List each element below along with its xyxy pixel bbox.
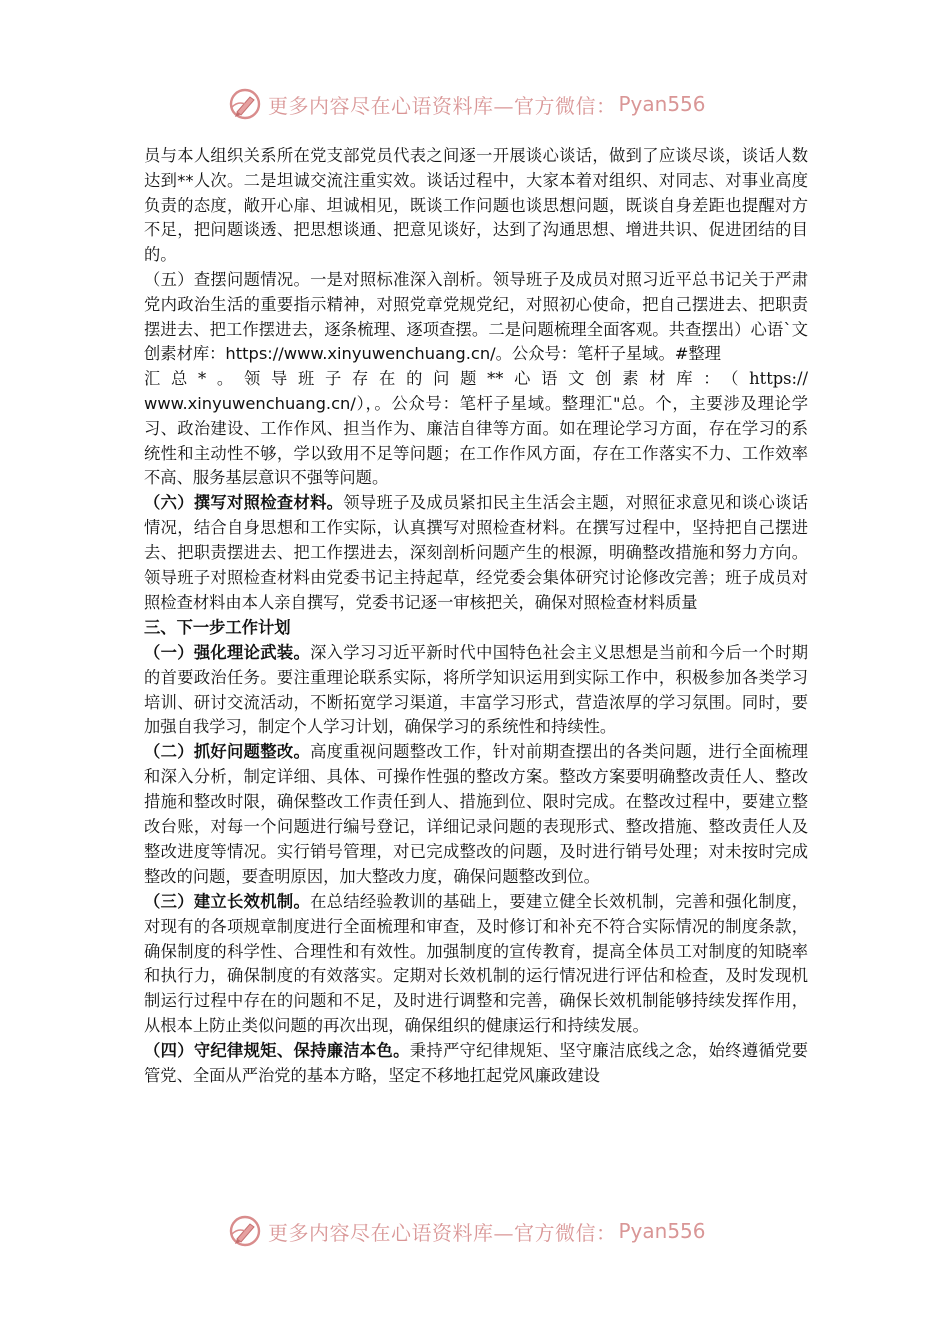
paragraph-materials-text: 领导班子及成员紧扣民主生活会主题，对照征求意见和谈心谈话情况，结合自身思想和工作实际，认真撰写对照检查材料。在撰写过程中，坚持把自己摆进去、把职责摆进去、把工作摆进去，深刻剖析问题产生的根源，明确整改措施和努力方向。领导班子对照检查材料由党委书记主持起草，经党委会集体研究讨论修改完善；班子成员对照检查材料由本人亲自撰写，党委书记逐一审核把关，确保对照检查材料质量 — [144, 493, 808, 612]
paragraph-rectification — [144, 740, 808, 889]
paragraph-theory-heading: （一）强化理论武装。 — [144, 642, 311, 662]
watermark-wechat-id: Pyan556 — [618, 92, 706, 116]
section-title: 三、下一步工作计划 — [144, 617, 291, 637]
paragraph-problems-spaced-line: 汇总*。领导班子存在的问题**心语文创素材库：（https:// — [144, 369, 808, 389]
paragraph-problems-tail: www.xinyuwenchuang.cn/），。公众号：笔杆子星域。整理汇"总。个，主要涉及理论学习、政治建设、工作作风、担当作为、廉洁自律等方面。如在理论学习方面，存在学习的系统性和主动性不够，学以致用不足等问题；在工作作风方面，存在工作落实不力、工作效率不高、服务基层意识不强等问题。 — [144, 394, 808, 488]
paragraph-rectification-text: 高度重视问题整改工作，针对前期查摆出的各类问题，进行全面梳理和深入分析，制定详细、具体、可操作性强的整改方案。整改方案要明确整改责任人、整改措施和整改时限，确保整改工作责任到人、措施到位、限时完成。在整改过程中，要建立整改台账，对每一个问题进行编号登记，详细记录问题的表现形式、整改措施、整改责任人及整改进度等情况。实行销号管理，对已完成整改的问题，及时进行销号处理；对未按时完成整改的问题，要查明原因，加大整改力度，确保问题整改到位。 — [144, 742, 808, 886]
pen-logo-icon — [228, 1214, 262, 1248]
watermark-wechat-id: Pyan556 — [618, 1219, 706, 1243]
paragraph-problems: （五）查摆问题情况。一是对照标准深入剖析。领导班子及成员对照习近平总书记关于严肃党内政治生活的重要指示精神，对照党章党规党纪，对照初心使命，把自己摆进去、把职责摆进去、把工作摆进去，逐条梳理、逐项查摆。二是问题梳理全面客观。共查摆出）心语`文创素材库：https://www.xinyuwenchuang.cn/。公众号：笔杆子星域。#整理 — [144, 269, 808, 364]
paragraph-talks: 员与本人组织关系所在党支部党员代表之间逐一开展谈心谈话，做到了应谈尽谈，谈话人数达到**人次。二是坦诚交流注重实效。谈话过程中，大家本着对组织、对同志、对事业高度负责的态度，敞开心扉、坦诚相见，既谈工作问题也谈思想问题，既谈自身差距也提醒对方不足，把问题谈透、把思想谈通、把意见谈好，达到了沟通思想、增进共识、促进团结的目的。 — [144, 146, 808, 265]
paragraph-discipline-text: 秉持严守纪律规矩、坚守廉洁底线之念，始终遵循党要管党、全面从严治党的基本方略，坚定不移地扛起党风廉政建设 — [144, 1041, 808, 1086]
paragraph-mechanism-text: 在总结经验教训的基础上，要建立健全长效机制，完善和强化制度，对现有的各项规章制度进行全面梳理和审查，及时修订和补充不符合实际情况的制度条款，确保制度的科学性、合理性和有效性。加强制度的宣传教育，提高全体员工对制度的知晓率和执行力，确保制度的有效落实。定期对长效机制的运行情况进行评估和检查，及时发现机制运行过程中存在的问题和不足，及时进行调整和完善，确保长效机制能够持续发挥作用，从根本上防止类似问题的再次出现，确保组织的健康运行和持续发展。 — [144, 891, 808, 1036]
paragraph-theory — [144, 641, 808, 741]
paragraph-mechanism-heading: （三）建立长效机制。 — [144, 891, 311, 911]
header-watermark — [228, 84, 728, 124]
paragraph-discipline-heading: （四）守纪律规矩、保持廉洁本色。 — [144, 1041, 410, 1061]
watermark-text: 更多内容尽在心语资料库—官方微信： — [268, 1220, 617, 1245]
footer-watermark — [228, 1211, 728, 1251]
watermark-text: 更多内容尽在心语资料库—官方微信： — [268, 93, 617, 118]
paragraph-materials-heading: （六）撰写对照检查材料。 — [144, 493, 344, 513]
paragraph-rectification-heading: （二）抓好问题整改。 — [144, 742, 311, 762]
paragraph-mechanism — [144, 890, 808, 1039]
paragraph-discipline — [144, 1039, 808, 1089]
paragraph-materials — [144, 491, 808, 616]
paragraph-theory-text: 深入学习习近平新时代中国特色社会主义思想是当前和今后一个时期的首要政治任务。要注重理论联系实际，将所学知识运用到实际工作中，积极参加各类学习培训、研讨交流活动，不断拓宽学习渠道，丰富学习形式，营造浓厚的学习氛围。同时，要加强自我学习，制定个人学习计划，确保学习的系统性和持续性。 — [144, 642, 808, 737]
pen-logo-icon — [228, 87, 262, 121]
document-body — [144, 144, 808, 1089]
